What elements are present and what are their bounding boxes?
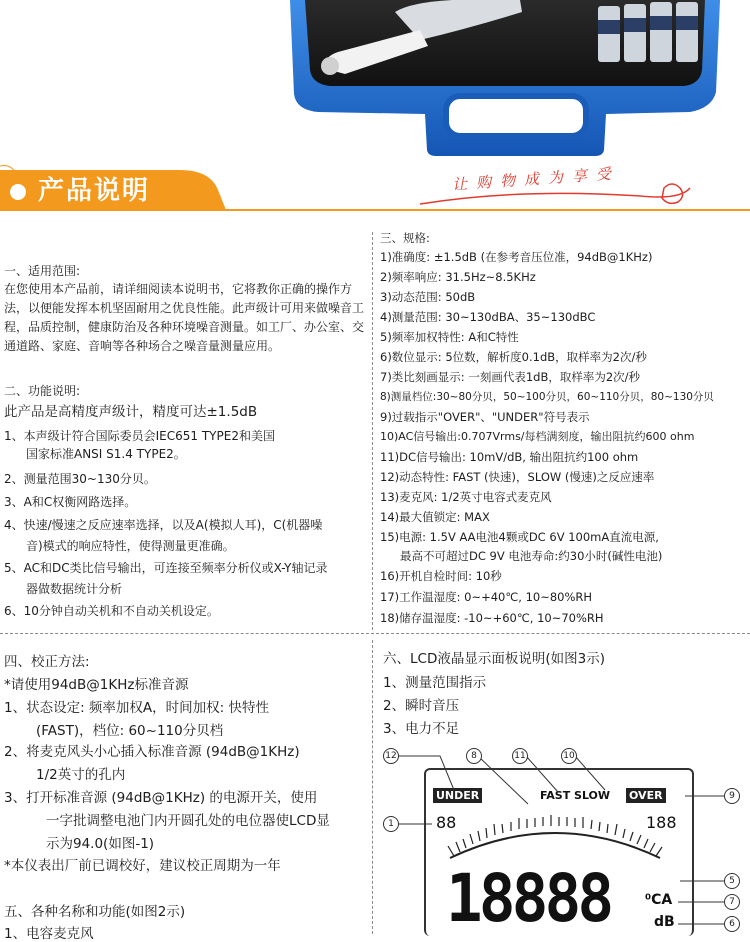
parts-heading: 五、各种名称和功能(如图2示): [4, 904, 186, 920]
horizontal-divider: [0, 633, 750, 634]
calibration-line: 示为94.0(如图-1): [46, 836, 155, 852]
lcd-item: 1、测量范围指示: [383, 675, 487, 691]
scope-paragraph: 在您使用本产品前，请详细阅读本说明书，它将教你正确的操作方法，以便能发挥本机坚固耐用之优良性能。此声级计可用来做噪音工程，品质控制，健康防治及各种环境噪音测量。如工厂、办公室、交通道路、家庭、音响等各种场合之噪音量测量应用。: [4, 282, 365, 353]
calibration-note: *本仪表出厂前已调校好，建议校正周期为一年: [4, 858, 281, 874]
spec-item: 5)频率加权特性: A和C特性: [380, 330, 519, 344]
function-item: 3、A和C权衡网路选择。: [4, 495, 137, 509]
spec-item: 最高不可超过DC 9V 电池寿命:约30小时(碱性电池): [400, 549, 663, 563]
callout-6: 6: [724, 916, 740, 932]
spec-item: 2)频率响应: 31.5Hz~8.5KHz: [380, 270, 536, 284]
spec-item: 14)最大值锁定: MAX: [380, 510, 490, 524]
lcd-unit-ca: ⁰CA: [645, 892, 673, 908]
vertical-divider-top: [372, 232, 373, 630]
spec-item: 3)动态范围: 50dB: [380, 290, 476, 304]
callout-7: 7: [724, 894, 740, 910]
lcd-item: 2、瞬时音压: [383, 698, 460, 714]
calibration-line: 1、状态设定: 频率加权A，时间加权: 快特性: [4, 700, 270, 716]
lcd-range-high: 188: [646, 813, 677, 832]
banner-title: 产品说明: [38, 176, 151, 206]
banner-slogan: 让购物成为享受: [451, 164, 621, 194]
callout-11: 11: [512, 748, 528, 764]
spec-item: 15)电源: 1.5V AA电池4颗或DC 6V 100mA直流电源,: [380, 530, 659, 544]
lcd-fast-slow-indicator: FAST SLOW: [540, 789, 611, 802]
spec-item: 17)工作温湿度: 0~+40℃, 10~80%RH: [380, 590, 593, 604]
spec-item: 8)测量档位:30~80分贝，50~100分贝，60~110分贝，80~130分贝: [380, 391, 714, 403]
function-item: 音)模式的响应特性，使得测量更准确。: [26, 539, 235, 553]
spec-item: 12)动态特性: FAST (快速)，SLOW (慢速)之反应速率: [380, 470, 655, 484]
callout-12: 12: [383, 748, 399, 764]
lcd-over-indicator: OVER: [626, 788, 666, 803]
lcd-under-indicator: UNDER: [433, 788, 482, 803]
calibration-line: 一字批调整电池门内开圆孔处的电位器使LCD显: [46, 813, 330, 829]
spec-item: 9)过载指示"OVER"、"UNDER"符号表示: [380, 410, 590, 424]
vertical-divider-bottom: [372, 640, 373, 934]
callout-5: 5: [724, 873, 740, 889]
spec-item: 13)麦克风: 1/2英寸电容式麦克风: [380, 490, 552, 504]
lcd-range-low: 88: [436, 813, 457, 832]
scope-heading: 一、适用范围:: [4, 264, 81, 278]
spec-item: 10)AC信号输出:0.707Vrms/每档满刻度，输出阻抗约600 ohm: [380, 430, 695, 443]
function-item: 6、10分钟自动关机和不自动关机设定。: [4, 604, 219, 618]
lcd-callout-lines: [380, 744, 750, 937]
lcd-item: 3、电力不足: [383, 721, 460, 737]
spec-item: 1)准确度: ±1.5dB (在参考音压位准，94dB@1KHz): [380, 250, 653, 264]
function-item: 国家标准ANSI S1.4 TYPE2。: [26, 447, 186, 461]
function-item: 1、本声级计符合国际委员会IEC651 TYPE2和美国: [4, 429, 275, 443]
spec-item: 16)开机自检时间: 10秒: [380, 569, 502, 583]
function-heading: 二、功能说明:: [4, 384, 81, 398]
lcd-heading: 六、LCD液晶显示面板说明(如图3示): [383, 651, 605, 667]
spec-item: 4)测量范围: 30~130dBA、35~130dBC: [380, 310, 596, 324]
callout-1: 1: [383, 816, 399, 832]
lcd-main-digits: 18888: [446, 860, 611, 937]
lcd-unit-db: dB: [654, 914, 675, 930]
product-photo: [0, 0, 750, 158]
spec-item: 18)储存温湿度: -10~+60℃, 10~70%RH: [380, 611, 604, 625]
calibration-line: (FAST)，档位: 60~110分贝档: [36, 723, 224, 739]
function-item: 5、AC和DC类比信号输出，可连接至频率分析仪或X-Y轴记录: [4, 561, 328, 575]
function-item: 2、测量范围30~130分贝。: [4, 472, 156, 486]
calibration-line: 3、打开标准音源 (94dB@1KHz) 的电源开关，使用: [4, 790, 318, 806]
parts-item: 1、电容麦克风: [4, 926, 94, 942]
spec-item: 7)类比刻画显示: 一刻画代表1dB，取样率为2次/秒: [380, 370, 641, 384]
calibration-line: 1/2英寸的孔内: [36, 767, 126, 783]
calibration-line: 2、将麦克风头小心插入标准音源 (94dB@1KHz): [4, 744, 300, 760]
function-summary: 此产品是高精度声级计，精度可达±1.5dB: [4, 404, 258, 420]
function-item: 4、快速/慢速之反应速率选择，以及A(模拟人耳)，C(机器噪: [4, 518, 323, 532]
calibration-heading: 四、校正方法:: [4, 654, 90, 670]
spec-heading: 三、规格:: [380, 231, 430, 245]
calibration-line: *请使用94dB@1KHz标准音源: [4, 677, 189, 693]
callout-10: 10: [561, 748, 577, 764]
function-item: 器做数据统计分析: [26, 582, 123, 596]
spec-item: 6)数位显示: 5位数，解析度0.1dB，取样率为2次/秒: [380, 350, 647, 364]
spec-item: 11)DC信号输出: 10mV/dB, 输出阻抗约100 ohm: [380, 450, 639, 464]
callout-8: 8: [466, 748, 482, 764]
callout-9: 9: [724, 788, 740, 804]
